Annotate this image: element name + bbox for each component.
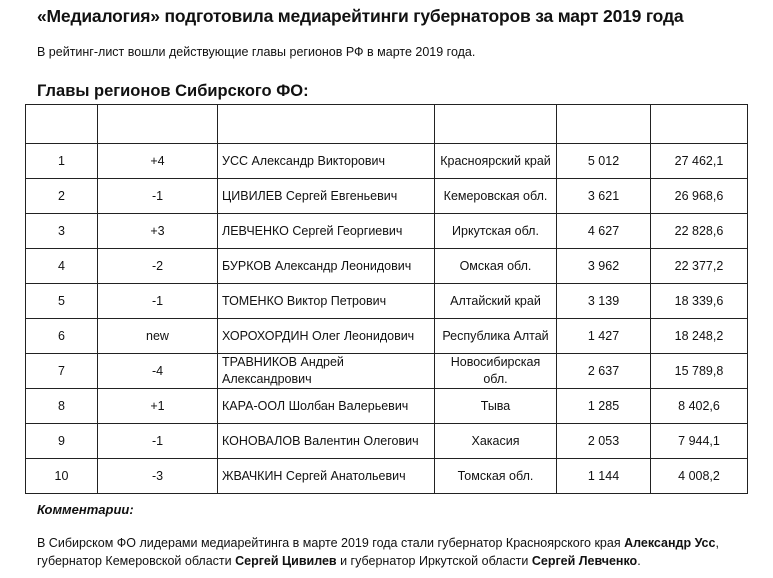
region-cell: Красноярский край xyxy=(435,144,557,179)
table-row xyxy=(26,459,748,494)
media-index-cell: 27 462,1 xyxy=(651,144,748,179)
table-row xyxy=(26,319,748,354)
governor-name-cell: ЛЕВЧЕНКО Сергей Георгиевич xyxy=(218,214,435,249)
header-cell xyxy=(98,105,218,144)
region-cell: Кемеровская обл. xyxy=(435,179,557,214)
region-cell: Республика Алтай xyxy=(435,319,557,354)
table-row xyxy=(26,214,748,249)
region-cell: Алтайский край xyxy=(435,284,557,319)
mentions-cell: 4 627 xyxy=(557,214,651,249)
region-cell: Томская обл. xyxy=(435,459,557,494)
header-cell xyxy=(218,105,435,144)
article-intro: В рейтинг-лист вошли действующие главы регионов РФ в марте 2019 года. xyxy=(37,45,476,59)
media-index-cell: 8 402,6 xyxy=(651,389,748,424)
change-cell: +4 xyxy=(98,144,218,179)
mentions-cell: 3 621 xyxy=(557,179,651,214)
media-index-cell: 18 339,6 xyxy=(651,284,748,319)
governor-name-cell: ТРАВНИКОВ Андрей Александрович xyxy=(218,354,435,389)
mentions-cell: 3 139 xyxy=(557,284,651,319)
comments-heading: Комментарии: xyxy=(37,502,134,517)
article-title: «Медиалогия» подготовила медиарейтинги губернаторов за март 2019 года xyxy=(37,6,684,26)
table-row xyxy=(26,249,748,284)
rank-cell: 8 xyxy=(26,389,98,424)
change-cell: new xyxy=(98,319,218,354)
governor-name-cell: БУРКОВ Александр Леонидович xyxy=(218,249,435,284)
comment-fragment: В Сибирском ФО лидерами медиарейтинга в марте 2019 года стали губернатор Красноярского края xyxy=(37,536,625,550)
media-index-cell: 7 944,1 xyxy=(651,424,748,459)
mentions-cell: 1 144 xyxy=(557,459,651,494)
table-header-row xyxy=(26,105,748,144)
rank-cell: 5 xyxy=(26,284,98,319)
comment-fragment: и губернатор Иркутской области xyxy=(336,554,532,568)
mentions-cell: 1 285 xyxy=(557,389,651,424)
governor-name-cell: УСС Александр Викторович xyxy=(218,144,435,179)
media-index-cell: 22 377,2 xyxy=(651,249,748,284)
header-cell xyxy=(651,105,748,144)
table-row xyxy=(26,144,748,179)
table-row xyxy=(26,284,748,319)
governor-name-cell: КОНОВАЛОВ Валентин Олегович xyxy=(218,424,435,459)
mentions-cell: 3 962 xyxy=(557,249,651,284)
rating-table-body xyxy=(26,144,748,494)
change-cell: -3 xyxy=(98,459,218,494)
change-cell: +3 xyxy=(98,214,218,249)
rank-cell: 7 xyxy=(26,354,98,389)
region-cell: Иркутская обл. xyxy=(435,214,557,249)
rank-cell: 4 xyxy=(26,249,98,284)
governor-name-cell: ХОРОХОРДИН Олег Леонидович xyxy=(218,319,435,354)
governor-name-highlight: Сергей Левченко xyxy=(531,554,638,568)
section-title: Главы регионов Сибирского ФО: xyxy=(37,82,309,100)
media-index-cell: 15 789,8 xyxy=(651,354,748,389)
header-cell xyxy=(26,105,98,144)
table-row xyxy=(26,179,748,214)
header-cell xyxy=(435,105,557,144)
governor-name-highlight: Сергей Цивилев xyxy=(235,554,337,568)
mentions-cell: 1 427 xyxy=(557,319,651,354)
region-cell: Новосибирская обл. xyxy=(435,354,557,389)
region-cell: Хакасия xyxy=(435,424,557,459)
media-index-cell: 26 968,6 xyxy=(651,179,748,214)
region-cell: Тыва xyxy=(435,389,557,424)
rank-cell: 9 xyxy=(26,424,98,459)
change-cell: -1 xyxy=(98,424,218,459)
header-cell xyxy=(557,105,651,144)
mentions-cell: 2 053 xyxy=(557,424,651,459)
rank-cell: 2 xyxy=(26,179,98,214)
governor-name-cell: ТОМЕНКО Виктор Петрович xyxy=(218,284,435,319)
governor-name-cell: КАРА-ООЛ Шолбан Валерьевич xyxy=(218,389,435,424)
comment-fragment: . xyxy=(637,554,641,568)
change-cell: -1 xyxy=(98,179,218,214)
comment-fragment: , губернатор Кемеровской области xyxy=(37,536,719,568)
governor-name-cell: ЖВАЧКИН Сергей Анатольевич xyxy=(218,459,435,494)
mentions-cell: 2 637 xyxy=(557,354,651,389)
change-cell: -1 xyxy=(98,284,218,319)
change-cell: +1 xyxy=(98,389,218,424)
media-index-cell: 4 008,2 xyxy=(651,459,748,494)
table-row xyxy=(26,424,748,459)
rank-cell: 1 xyxy=(26,144,98,179)
governor-name-cell: ЦИВИЛЕВ Сергей Евгеньевич xyxy=(218,179,435,214)
table-row xyxy=(26,354,748,389)
governor-name-highlight: Александр Усс xyxy=(624,536,716,550)
rank-cell: 3 xyxy=(26,214,98,249)
rating-table xyxy=(25,104,748,494)
change-cell: -4 xyxy=(98,354,218,389)
rank-cell: 6 xyxy=(26,319,98,354)
rank-cell: 10 xyxy=(26,459,98,494)
region-cell: Омская обл. xyxy=(435,249,557,284)
mentions-cell: 5 012 xyxy=(557,144,651,179)
table-row xyxy=(26,389,748,424)
change-cell: -2 xyxy=(98,249,218,284)
media-index-cell: 22 828,6 xyxy=(651,214,748,249)
media-index-cell: 18 248,2 xyxy=(651,319,748,354)
comment-text xyxy=(37,534,752,570)
